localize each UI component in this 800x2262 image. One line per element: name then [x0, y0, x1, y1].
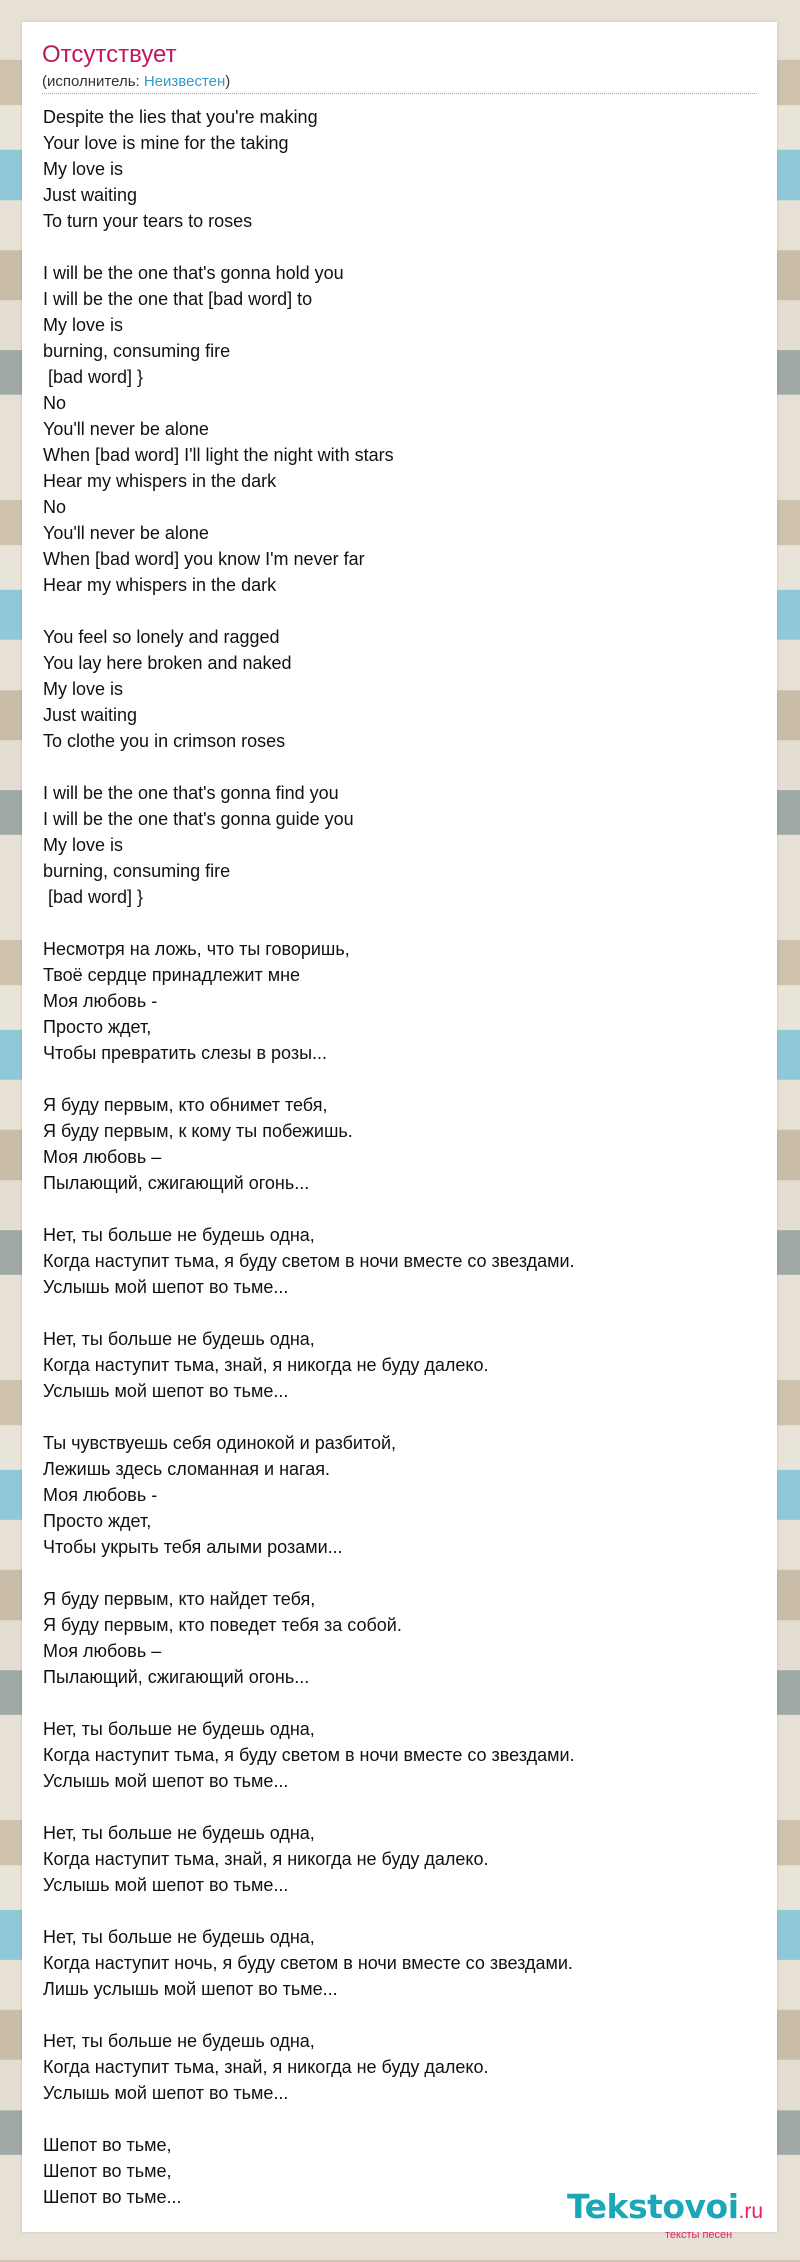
lyrics-line: When [bad word] you know I'm never far: [43, 549, 365, 569]
lyrics-line: Когда наступит ночь, я буду светом в ночи вместе со звездами.: [43, 1953, 573, 1973]
lyrics-stanza: [43, 1924, 743, 2002]
lyrics-line: Пылающий, сжигающий огонь...: [43, 1667, 310, 1687]
lyrics-text: [43, 104, 743, 2236]
lyrics-line: Я буду первым, к кому ты побежишь.: [43, 1121, 353, 1141]
lyrics-line: Когда наступит тьма, знай, я никогда не буду далеко.: [43, 2057, 489, 2077]
lyrics-line: To turn your tears to roses: [43, 211, 253, 231]
lyrics-line: To clothe you in crimson roses: [43, 731, 286, 751]
lyrics-stanza: [43, 1092, 743, 1196]
song-title: Отсутствует: [42, 41, 177, 68]
lyrics-line: My love is: [43, 679, 124, 699]
lyrics-line: No: [43, 393, 67, 413]
lyrics-line: Услышь мой шепот во тьме...: [43, 2083, 289, 2103]
logo-tld: .ru: [738, 2200, 764, 2223]
lyrics-stanza: [43, 1820, 743, 1898]
lyrics-line: Моя любовь –: [43, 1641, 162, 1661]
lyrics-line: Чтобы превратить слезы в розы...: [43, 1043, 328, 1063]
lyrics-line: Услышь мой шепот во тьме...: [43, 1771, 289, 1791]
lyrics-line: I will be the one that's gonna guide you: [43, 809, 354, 829]
lyrics-line: Just waiting: [43, 185, 138, 205]
lyrics-line: [bad word] }: [43, 367, 144, 387]
lyrics-line: Я буду первым, кто поведет тебя за собой.: [43, 1615, 402, 1635]
lyrics-stanza: [43, 104, 743, 234]
lyrics-line: Despite the lies that you're making: [43, 107, 318, 127]
lyrics-line: Несмотря на ложь, что ты говоришь,: [43, 939, 350, 959]
lyrics-line: Нет, ты больше не будешь одна,: [43, 1225, 315, 1245]
lyrics-line: Ты чувствуешь себя одинокой и разбитой,: [43, 1433, 397, 1453]
lyrics-line: You'll never be alone: [43, 523, 209, 543]
lyrics-line: Hear my whispers in the dark: [43, 575, 277, 595]
lyrics-line: Моя любовь -: [43, 1485, 158, 1505]
lyrics-line: You'll never be alone: [43, 419, 209, 439]
lyrics-stanza: [43, 1222, 743, 1300]
lyrics-stanza: [43, 936, 743, 1066]
lyrics-line: Hear my whispers in the dark: [43, 471, 277, 491]
lyrics-line: You feel so lonely and ragged: [43, 627, 280, 647]
lyrics-line: Шепот во тьме,: [43, 2161, 172, 2181]
lyrics-line: My love is: [43, 159, 124, 179]
lyrics-line: Просто ждет,: [43, 1511, 152, 1531]
lyrics-stanza: [43, 1716, 743, 1794]
lyrics-line: Просто ждет,: [43, 1017, 152, 1037]
lyrics-line: Когда наступит тьма, знай, я никогда не буду далеко.: [43, 1355, 489, 1375]
lyrics-line: When [bad word] I'll light the night with stars: [43, 445, 394, 465]
lyrics-line: My love is: [43, 835, 124, 855]
lyrics-line: Нет, ты больше не будешь одна,: [43, 1719, 315, 1739]
lyrics-line: Услышь мой шепот во тьме...: [43, 1277, 289, 1297]
lyrics-line: Нет, ты больше не будешь одна,: [43, 1329, 315, 1349]
lyrics-line: You lay here broken and naked: [43, 653, 292, 673]
lyrics-line: [bad word] }: [43, 887, 144, 907]
lyrics-stanza: [43, 624, 743, 754]
lyrics-line: Your love is mine for the taking: [43, 133, 289, 153]
lyrics-line: Моя любовь -: [43, 991, 158, 1011]
lyrics-stanza: [43, 2028, 743, 2106]
artist-prefix: (исполнитель:: [42, 73, 144, 90]
artist-line: [42, 73, 230, 91]
lyrics-stanza: [43, 260, 743, 598]
logo-name: Tekstovoi: [567, 2187, 739, 2226]
lyrics-line: I will be the one that's gonna find you: [43, 783, 339, 803]
lyrics-line: Я буду первым, кто обнимет тебя,: [43, 1095, 328, 1115]
logo-tagline: тексты песен: [665, 2229, 733, 2241]
lyrics-line: Шепот во тьме,: [43, 2135, 172, 2155]
lyrics-line: My love is: [43, 315, 124, 335]
lyrics-line: Лежишь здесь сломанная и нагая.: [43, 1459, 330, 1479]
lyrics-line: burning, consuming fire: [43, 341, 231, 361]
lyrics-stanza: [43, 1326, 743, 1404]
artist-link[interactable]: Неизвестен: [143, 73, 226, 90]
lyrics-line: Услышь мой шепот во тьме...: [43, 1875, 289, 1895]
lyrics-line: Моя любовь –: [43, 1147, 162, 1167]
lyrics-line: Нет, ты больше не будешь одна,: [43, 1927, 315, 1947]
lyrics-line: Шепот во тьме...: [43, 2187, 182, 2207]
lyrics-line: Пылающий, сжигающий огонь...: [43, 1173, 310, 1193]
lyrics-line: Твоё сердце принадлежит мне: [43, 965, 301, 985]
site-logo[interactable]: [567, 2187, 800, 2250]
lyrics-line: Лишь услышь мой шепот во тьме...: [43, 1979, 338, 1999]
lyrics-line: Когда наступит тьма, знай, я никогда не буду далеко.: [43, 1849, 489, 1869]
title-divider: [42, 93, 757, 94]
lyrics-line: burning, consuming fire: [43, 861, 231, 881]
lyrics-stanza: [43, 1430, 743, 1560]
lyrics-line: Just waiting: [43, 705, 138, 725]
lyrics-line: I will be the one that [bad word] to: [43, 289, 313, 309]
lyrics-line: Нет, ты больше не будешь одна,: [43, 2031, 315, 2051]
lyrics-line: Нет, ты больше не будешь одна,: [43, 1823, 315, 1843]
lyrics-line: Чтобы укрыть тебя алыми розами...: [43, 1537, 343, 1557]
lyrics-line: Услышь мой шепот во тьме...: [43, 1381, 289, 1401]
lyrics-line: Я буду первым, кто найдет тебя,: [43, 1589, 316, 1609]
lyrics-stanza: [43, 780, 743, 910]
lyrics-line: I will be the one that's gonna hold you: [43, 263, 344, 283]
lyrics-line: No: [43, 497, 67, 517]
lyrics-line: Когда наступит тьма, я буду светом в ночи вместе со звездами.: [43, 1745, 575, 1765]
lyrics-stanza: [43, 1586, 743, 1690]
artist-suffix: ): [225, 73, 231, 90]
lyrics-line: Когда наступит тьма, я буду светом в ночи вместе со звездами.: [43, 1251, 575, 1271]
